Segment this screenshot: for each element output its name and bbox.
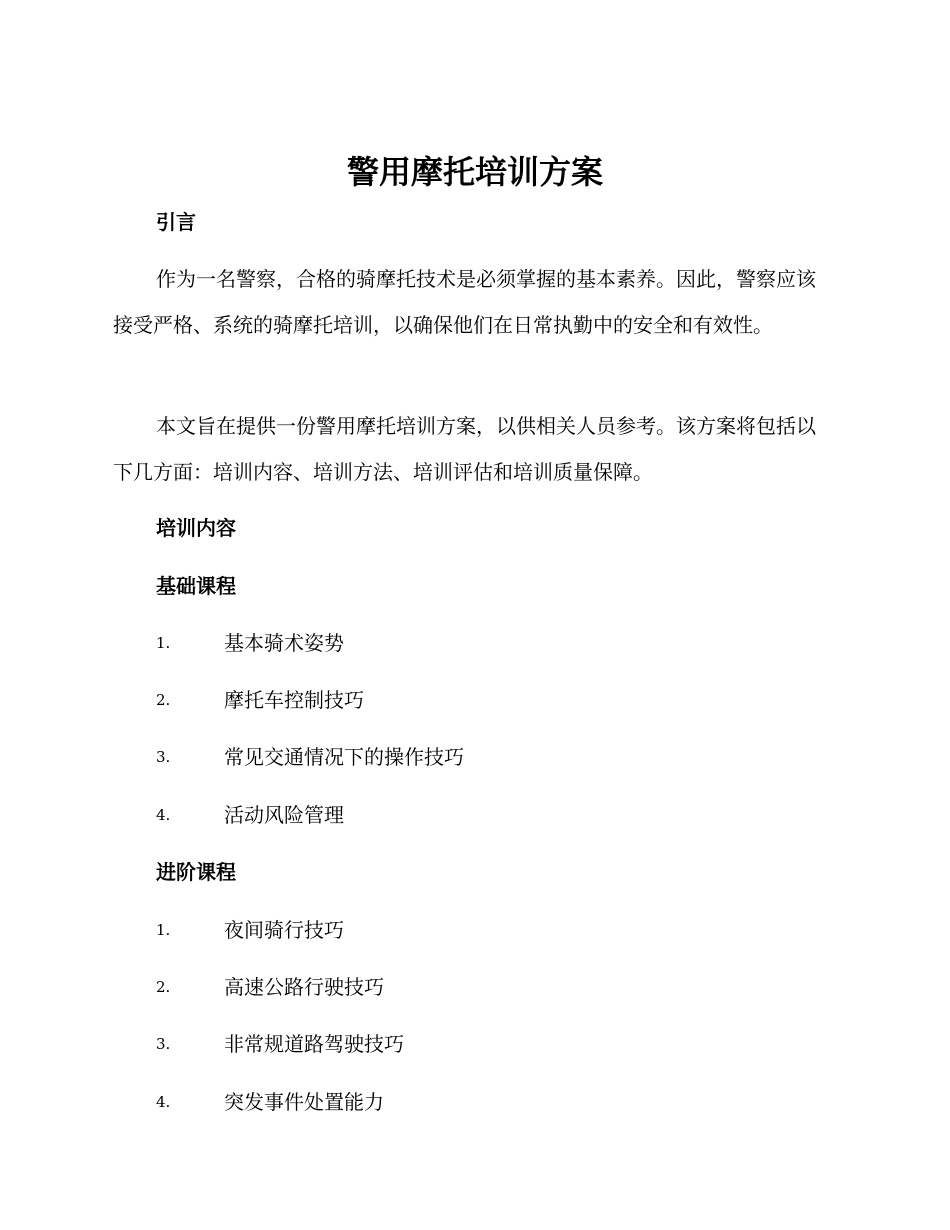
list-item-number: 1. <box>156 921 171 939</box>
list-item-text: 高速公路行驶技巧 <box>224 975 384 999</box>
list-item-text: 非常规道路驾驶技巧 <box>224 1032 404 1056</box>
list-item-text: 摩托车控制技巧 <box>224 688 364 712</box>
intro-paragraph-1: 作为一名警察，合格的骑摩托技术是必须掌握的基本素养。因此，警察应该接受严格、系统的骑摩托培训，以确保他们在日常执勤中的安全和有效性。 <box>113 267 816 337</box>
subsection-heading-basic-course: 基础课程 <box>156 574 236 598</box>
list-item-number: 1. <box>156 634 171 652</box>
list-item-number: 3. <box>156 748 171 766</box>
section-heading-intro: 引言 <box>156 210 196 234</box>
list-item-number: 2. <box>156 691 171 709</box>
list-item-text: 夜间骑行技巧 <box>224 918 344 942</box>
list-item-number: 3. <box>156 1035 171 1053</box>
section-heading-training-content: 培训内容 <box>156 516 236 540</box>
list-item-text: 突发事件处置能力 <box>224 1090 384 1114</box>
list-item-number: 2. <box>156 978 171 996</box>
list-item-text: 基本骑术姿势 <box>224 631 344 655</box>
subsection-heading-advanced-course: 进阶课程 <box>156 860 236 884</box>
list-item-number: 4. <box>156 806 171 824</box>
list-item-number: 4. <box>156 1093 171 1111</box>
list-item-text: 常见交通情况下的操作技巧 <box>224 745 464 769</box>
list-item-text: 活动风险管理 <box>224 803 344 827</box>
document-title: 警用摩托培训方案 <box>346 153 603 191</box>
intro-paragraph-2: 本文旨在提供一份警用摩托培训方案，以供相关人员参考。该方案将包括以下几方面：培训内容、培训方法、培训评估和培训质量保障。 <box>113 414 816 484</box>
